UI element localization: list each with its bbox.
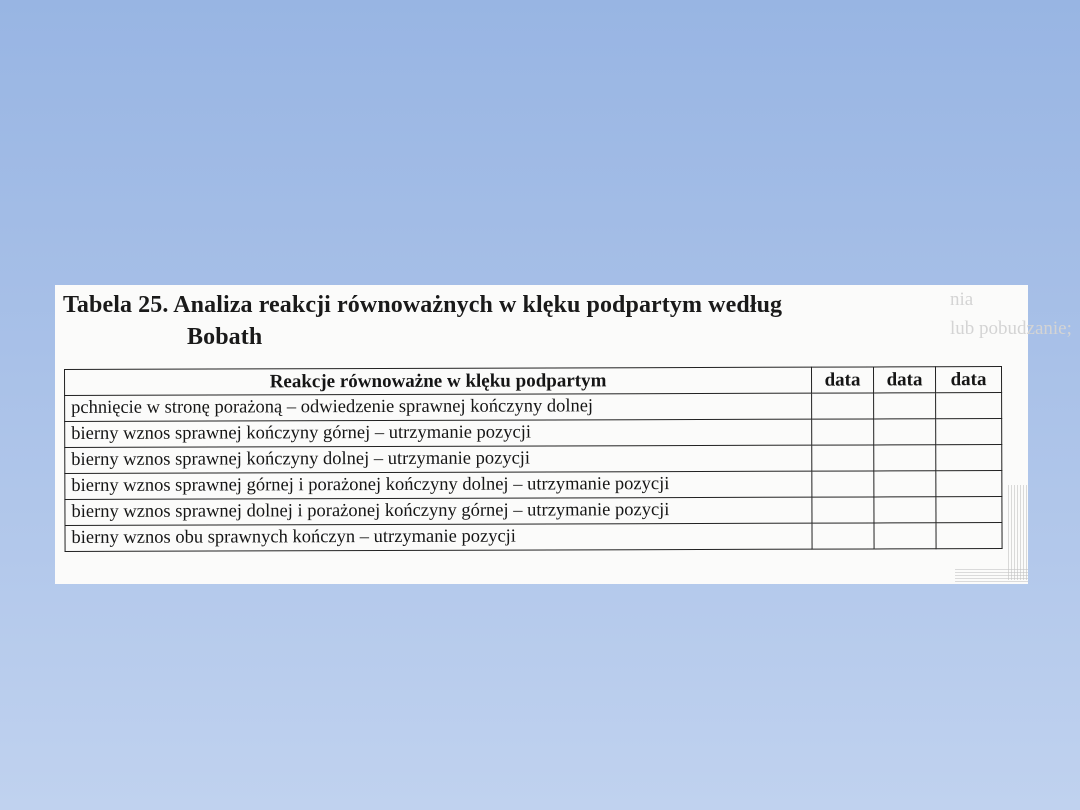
scan-edge-artifact xyxy=(1008,485,1028,580)
header-date-1: data xyxy=(811,367,873,393)
table-row xyxy=(65,523,1002,552)
date-entry-cell[interactable] xyxy=(812,419,874,445)
reaction-cell: bierny wznos obu sprawnych kończyn – utrzymanie pozycji xyxy=(65,523,812,551)
date-entry-cell[interactable] xyxy=(936,497,1002,523)
table-row xyxy=(65,393,1002,422)
date-entry-cell[interactable] xyxy=(874,497,936,523)
bleed-through-text: nia xyxy=(950,289,974,310)
header-date-3: data xyxy=(935,367,1001,393)
date-entry-cell[interactable] xyxy=(874,471,936,497)
date-entry-cell[interactable] xyxy=(812,497,874,523)
balance-reactions-table xyxy=(64,366,1003,552)
date-entry-cell[interactable] xyxy=(812,471,874,497)
date-entry-cell[interactable] xyxy=(936,419,1002,445)
table-caption-line1: Tabela 25. Analiza reakcji równoważnych w klęku podpartym według xyxy=(63,292,783,318)
table-row xyxy=(65,471,1002,500)
reaction-cell: bierny wznos sprawnej dolnej i porażonej kończyny górnej – utrzymanie pozycji xyxy=(65,497,812,525)
reaction-cell: bierny wznos sprawnej kończyny dolnej – utrzymanie pozycji xyxy=(65,445,812,473)
date-entry-cell[interactable] xyxy=(874,445,936,471)
date-entry-cell[interactable] xyxy=(936,445,1002,471)
date-entry-cell[interactable] xyxy=(812,523,874,549)
date-entry-cell[interactable] xyxy=(874,393,936,419)
date-entry-cell[interactable] xyxy=(936,471,1002,497)
scanned-document xyxy=(55,285,1072,584)
reaction-cell: pchnięcie w stronę porażoną – odwiedzenie sprawnej kończyny dolnej xyxy=(65,393,812,421)
date-entry-cell[interactable] xyxy=(874,523,936,549)
reaction-cell: bierny wznos sprawnej kończyny górnej – utrzymanie pozycji xyxy=(65,419,812,447)
date-entry-cell[interactable] xyxy=(812,393,874,419)
date-entry-cell[interactable] xyxy=(874,419,936,445)
table-header-row xyxy=(65,367,1002,396)
scan-corner-artifact xyxy=(955,568,1028,582)
table-row xyxy=(65,497,1002,526)
table-row xyxy=(65,445,1002,474)
header-date-2: data xyxy=(873,367,935,393)
table-row xyxy=(65,419,1002,448)
date-entry-cell[interactable] xyxy=(812,445,874,471)
table-caption-line2: Bobath xyxy=(187,324,263,350)
header-reactions: Reakcje równoważne w klęku podpartym xyxy=(65,367,812,395)
reaction-cell: bierny wznos sprawnej górnej i porażonej kończyny dolnej – utrzymanie pozycji xyxy=(65,471,812,499)
date-entry-cell[interactable] xyxy=(936,523,1002,549)
date-entry-cell[interactable] xyxy=(936,393,1002,419)
bleed-through-text: — xyxy=(950,433,969,454)
table-caption xyxy=(63,289,782,353)
bleed-through-text: lub pobudzanie; xyxy=(950,318,1072,339)
